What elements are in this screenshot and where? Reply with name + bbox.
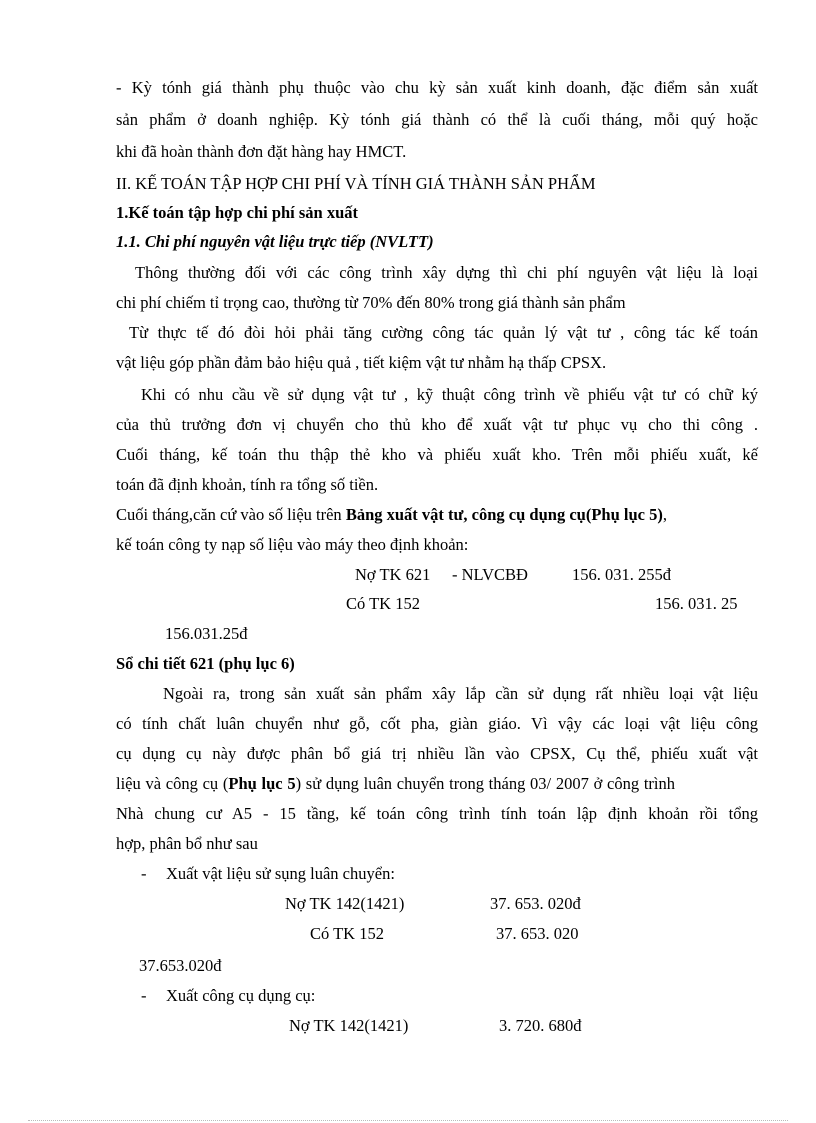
text-run: Cuối tháng,căn cứ vào số liệu trên xyxy=(116,505,346,524)
paragraph-line: Thông thường đối với các công trình xây dựng thì chi phí nguyên vật liệu là loại xyxy=(135,263,758,282)
paragraph-line: toán đã định khoản, tính ra tổng số tiền. xyxy=(116,475,379,494)
paragraph-line: có tính chất luân chuyển như gỗ, cốt pha, giàn giáo. Vì vậy các loại vật liệu công xyxy=(116,714,758,733)
paragraph-line: Nhà chung cư A5 - 15 tầng, kế toán công trình tính toán lập định khoản rồi tổng xyxy=(116,804,758,823)
paragraph-line xyxy=(116,505,758,525)
paragraph-line: Từ thực tế đó đòi hỏi phải tăng cường công tác quản lý vật tư , công tác kế toán xyxy=(129,323,758,342)
entry-credit-amount: 156. 031. 25 xyxy=(655,594,738,613)
paragraph-line: hợp, phân bổ như sau xyxy=(116,834,258,853)
list-item: Xuất công cụ dụng cụ: xyxy=(166,986,316,1005)
entry-debit-account: Nợ TK 142(1421) xyxy=(285,894,405,913)
list-item: Xuất vật liệu sử sụng luân chuyển: xyxy=(166,864,395,883)
text-run: liệu và công cụ ( xyxy=(116,774,229,793)
entry-overflow-amount: 156.031.25đ xyxy=(165,624,248,643)
entry-credit-account: Có TK 152 xyxy=(346,594,420,613)
paragraph-line: cụ dụng cụ này được phân bổ giá trị nhiều lần vào CPSX, Cụ thể, phiếu xuất vật xyxy=(116,744,758,763)
subsection-heading: 1.Kế toán tập hợp chi phí sản xuất xyxy=(116,203,359,222)
entry-credit-amount: 37. 653. 020 xyxy=(496,924,579,943)
paragraph-line: Ngoài ra, trong sản xuất sản phẩm xây lắp cần sử dụng rất nhiều loại vật liệu xyxy=(163,684,758,703)
paragraph-line: vật liệu góp phần đảm bảo hiệu quả , tiết kiệm vật tư nhằm hạ thấp CPSX. xyxy=(116,353,607,372)
subsubsection-heading: 1.1. Chi phí nguyên vật liệu trực tiếp (NVLTT) xyxy=(116,232,434,251)
paragraph-line: chi phí chiếm tỉ trọng cao, thường từ 70% đến 80% trong giá thành sản phẩm xyxy=(116,293,626,312)
paragraph-line: Cuối tháng, kế toán thu thập thẻ kho và phiếu xuất kho. Trên mỗi phiếu xuất, kế xyxy=(116,445,758,464)
entry-debit-amount: 37. 653. 020đ xyxy=(490,894,581,913)
section-heading: II. KẾ TOÁN TẬP HỢP CHI PHÍ VÀ TÍNH GIÁ THÀNH SẢN PHẨM xyxy=(116,174,596,193)
paragraph-line xyxy=(116,774,758,794)
appendix-reference: Bảng xuất vật tư, công cụ dụng cụ(Phụ lục 5) xyxy=(345,505,663,524)
entry-debit-amount: 3. 720. 680đ xyxy=(499,1016,582,1035)
entry-debit-account: Nợ TK 621 xyxy=(355,565,431,584)
paragraph-line: kế toán công ty nạp số liệu vào máy theo định khoản: xyxy=(116,535,469,554)
paragraph-line: sản phẩm ở doanh nghiệp. Kỳ tónh giá thành có thể là cuối tháng, mỗi quý hoặc xyxy=(116,110,758,129)
entry-debit-amount: 156. 031. 255đ xyxy=(572,565,671,584)
text-run: ) sử dụng luân chuyển trong tháng 03/ 2007 ở công trình xyxy=(295,774,675,793)
paragraph-line: - Kỳ tónh giá thành phụ thuộc vào chu kỳ sản xuất kinh doanh, đặc điểm sản xuất xyxy=(116,78,758,97)
paragraph-line: khi đã hoàn thành đơn đặt hàng hay HMCT. xyxy=(116,142,407,161)
text-run: , xyxy=(662,505,667,524)
page-bottom-border xyxy=(28,1120,788,1121)
entry-debit-item: - NLVCBĐ xyxy=(452,565,528,584)
entry-overflow-amount: 37.653.020đ xyxy=(139,956,222,975)
list-dash: - xyxy=(141,864,147,883)
ledger-heading: Sổ chi tiết 621 (phụ lục 6) xyxy=(116,654,295,673)
paragraph-line: của thủ trưởng đơn vị chuyển cho thủ kho để xuất vật tư phục vụ cho thi công . xyxy=(116,415,758,434)
paragraph-line: Khi có nhu cầu về sử dụng vật tư , kỹ thuật công trình về phiếu vật tư có chữ ký xyxy=(141,385,758,404)
entry-credit-account: Có TK 152 xyxy=(310,924,384,943)
appendix-reference: Phụ lục 5 xyxy=(228,774,296,793)
entry-debit-account: Nợ TK 142(1421) xyxy=(289,1016,409,1035)
list-dash: - xyxy=(141,986,147,1005)
